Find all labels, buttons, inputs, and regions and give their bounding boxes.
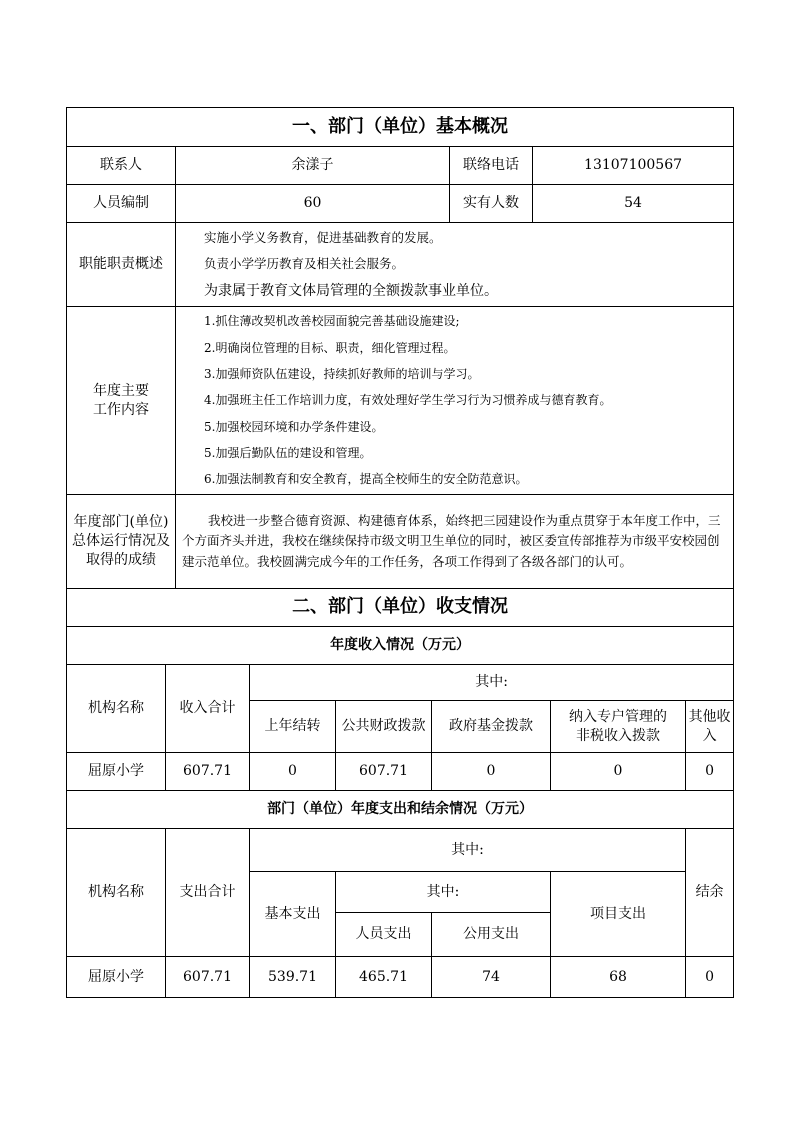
income-nontax: 0 bbox=[551, 753, 686, 791]
expense-balance: 0 bbox=[686, 957, 734, 998]
result-label-line: 取得的成绩 bbox=[86, 551, 156, 568]
expense-total-label: 支出合计 bbox=[166, 829, 250, 957]
duty-line: 为隶属于教育文体局管理的全额拨款事业单位。 bbox=[204, 282, 498, 299]
duty-line: 负责小学学历教育及相关社会服务。 bbox=[204, 256, 405, 272]
actual-value: 54 bbox=[533, 185, 734, 223]
income-public-finance: 607.71 bbox=[336, 753, 432, 791]
work-content bbox=[176, 307, 734, 495]
duty-content bbox=[176, 223, 734, 307]
phone-label: 联络电话 bbox=[450, 147, 533, 185]
col-gov-fund: 政府基金拨款 bbox=[432, 701, 551, 753]
income-title: 年度收入情况（万元） bbox=[67, 627, 734, 665]
duty-line: 实施小学义务教育，促进基础教育的发展。 bbox=[204, 230, 442, 246]
income-gov-fund: 0 bbox=[432, 753, 551, 791]
work-label-line: 年度主要 bbox=[93, 382, 149, 399]
expense-personnel: 465.71 bbox=[336, 957, 432, 998]
result-label-line: 总体运行情况及 bbox=[72, 533, 170, 550]
work-item: 3.加强师资队伍建设，持续抓好教师的培训与学习。 bbox=[204, 367, 480, 382]
income-org-label: 机构名称 bbox=[67, 665, 166, 753]
expense-title: 部门（单位）年度支出和结余情况（万元） bbox=[67, 791, 734, 829]
income-org: 屈原小学 bbox=[67, 753, 166, 791]
col-public-finance: 公共财政拨款 bbox=[336, 701, 432, 753]
finance-table bbox=[66, 588, 734, 998]
work-item: 6.加强法制教育和安全教育，提高全校师生的安全防范意识。 bbox=[204, 472, 528, 487]
work-item: 1.抓住薄改契机改善校园面貌完善基础设施建设; bbox=[204, 314, 460, 329]
contact-value: 余漾子 bbox=[176, 147, 450, 185]
staff-label: 人员编制 bbox=[67, 185, 176, 223]
work-label-line: 工作内容 bbox=[93, 401, 149, 418]
duty-label: 职能职责概述 bbox=[67, 223, 176, 307]
public-label: 公用支出 bbox=[432, 913, 551, 957]
project-label: 项目支出 bbox=[551, 872, 686, 957]
income-other: 0 bbox=[686, 753, 734, 791]
contact-label: 联系人 bbox=[67, 147, 176, 185]
income-total-label: 收入合计 bbox=[166, 665, 250, 753]
result-label-line: 年度部门(单位) bbox=[73, 514, 169, 531]
expense-basic: 539.71 bbox=[250, 957, 336, 998]
work-label bbox=[67, 307, 176, 495]
personnel-label: 人员支出 bbox=[336, 913, 432, 957]
result-text: 我校进一步整合德育资源、构建德育体系，始终把三园建设作为重点贯穿于本年度工作中，三个方面齐头并进，我校在继续保持市级文明卫生单位的同时，被区委宣传部推荐为市级平安校园创建示范单位。我校圆满完成今年的工作任务，各项工作得到了各级各部门的认可。 bbox=[182, 512, 721, 569]
balance-label: 结余 bbox=[686, 829, 734, 957]
basic-label: 基本支出 bbox=[250, 872, 336, 957]
income-among-label: 其中: bbox=[250, 665, 734, 701]
staff-value: 60 bbox=[176, 185, 450, 223]
result-content bbox=[176, 495, 734, 589]
expense-org-label: 机构名称 bbox=[67, 829, 166, 957]
income-carryover: 0 bbox=[250, 753, 336, 791]
expense-org: 屈原小学 bbox=[67, 957, 166, 998]
expense-total: 607.71 bbox=[166, 957, 250, 998]
col-nontax-line2: 非税收入拨款 bbox=[576, 727, 660, 744]
work-item: 5.加强校园环境和办学条件建设。 bbox=[204, 419, 384, 434]
expense-project: 68 bbox=[551, 957, 686, 998]
section2-title: 二、部门（单位）收支情况 bbox=[67, 589, 734, 627]
basic-info-table bbox=[66, 107, 734, 589]
col-other: 其他收入 bbox=[686, 701, 734, 753]
col-carryover: 上年结转 bbox=[250, 701, 336, 753]
work-item: 5.加强后勤队伍的建设和管理。 bbox=[204, 445, 372, 460]
col-nontax bbox=[551, 701, 686, 753]
expense-public: 74 bbox=[432, 957, 551, 998]
expense-among-label-2: 其中: bbox=[336, 872, 551, 913]
actual-label: 实有人数 bbox=[450, 185, 533, 223]
work-item: 4.加强班主任工作培训力度，有效处理好学生学习行为习惯养成与德育教育。 bbox=[204, 393, 612, 408]
income-total: 607.71 bbox=[166, 753, 250, 791]
section1-title: 一、部门（单位）基本概况 bbox=[67, 108, 734, 147]
col-nontax-line1: 纳入专户管理的 bbox=[569, 708, 667, 725]
phone-value: 13107100567 bbox=[533, 147, 734, 185]
result-label bbox=[67, 495, 176, 589]
work-item: 2.明确岗位管理的目标、职责，细化管理过程。 bbox=[204, 340, 456, 355]
expense-among-label: 其中: bbox=[250, 829, 686, 872]
